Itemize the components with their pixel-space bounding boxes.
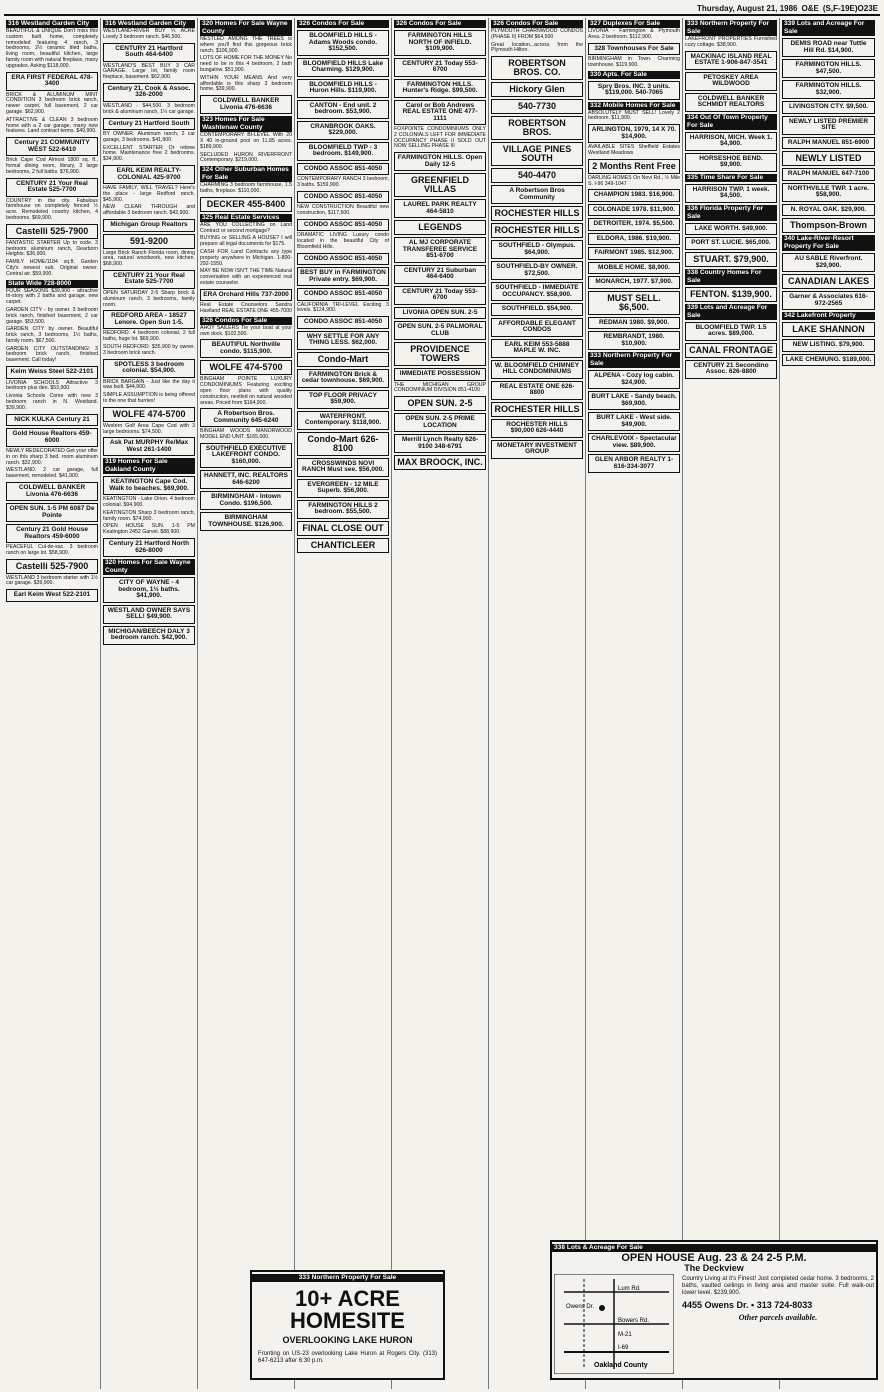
display-ad: A Robertson Bros Community (491, 185, 583, 204)
section-heading: 332 Mobile Homes For Sale (588, 102, 680, 110)
classified-column (780, 18, 877, 1389)
classified-listing: CALIFORNIA TRI-LEVEL Exciting 3 levels. $124,900. (297, 301, 389, 314)
classified-listing: WESTLAND'S BEST BUY 3 CAR GARAGE. Large lot, family room fireplace, basement. $62,900. (103, 62, 195, 81)
display-ad: 540-7730 (491, 99, 583, 114)
display-ad: OPEN SUN. 2-5 PALMORAL CLUB (394, 321, 486, 340)
display-ad: ROCHESTER HILLS $90,000 626-4440 (491, 419, 583, 438)
display-ad: COLDWELL BANKER SCHMIDT REALTORS (685, 93, 777, 112)
display-ad: NEWLY LISTED PREMIER SITE (782, 116, 875, 135)
map-label: M-21 (618, 1332, 632, 1338)
display-ad: Garner & Associates 616-972-2565 (782, 291, 875, 310)
display-ad: NEWLY LISTED (782, 151, 875, 166)
display-ad: CONDO ASSOC 851-4050 (297, 253, 389, 266)
display-ad: ELDORA, 1986. $19,900. (588, 233, 680, 246)
display-ad: FARMINGTON HILLS 2 bedroom. $55,500. (297, 500, 389, 519)
display-ad: MUST SELL. $6,500. (588, 291, 680, 315)
display-ad: Michigan Group Realtors (103, 219, 195, 232)
classified-listing: AVAILABLE SITES Sheffield Estates Westland Meadows (588, 144, 680, 157)
display-ad: FENTON. $139,900. (685, 287, 777, 302)
display-ad: CENTURY 21 Today 553-6700 (394, 58, 486, 77)
display-ad: Century 21 Hartford North 626-8000 (103, 538, 195, 557)
section-heading: 339 Lots and Acreage For Sale (685, 304, 777, 320)
classified-listing: HAVE FAMILY, WILL TRAVEL? Here's the place - large Redford ranch. $45,900. (103, 185, 195, 203)
display-ad: PETOSKEY AREA WILDWOOD (685, 72, 777, 91)
section-heading: 326 Condos For Sale (491, 20, 583, 28)
display-ad: SOUTHFIELD - Olympus. $64,900. (491, 240, 583, 259)
display-ad: ROCHESTER HILLS (491, 223, 583, 238)
display-ad: N. ROYAL OAK. $29,900. (782, 204, 875, 217)
display-ad: MAX BROOCK, INC. (394, 455, 486, 470)
header-paper: O&E (801, 3, 819, 13)
classified-column (683, 18, 780, 1389)
display-ad: BEAUTIFUL Northville condo. $115,900. (200, 339, 292, 358)
display-ad: COLDWELL BANKER Livonia 476-6636 (200, 95, 292, 114)
display-ad: CITY OF WAYNE - 4 bedroom, 1½ baths. $41,900. (103, 577, 195, 603)
classified-listing: BINGHAM POINTE LUXURY CONDOMINIUMS Featuring exciting open floor plans with quality construction, nestled on natural wooded areas. Priced from $164,900. (200, 376, 292, 406)
display-ad: RALPH MANUEL 851-6900 (782, 137, 875, 150)
display-ad: CENTURY 21 Today 553-6700 (394, 286, 486, 305)
classified-listing: MAY BE NOW ISN'T THE TIME Natural conversation with an experienced real estate counselor. (200, 268, 292, 286)
classified-listing: REDFORD. 4 bedroom colonial, 2 full baths, huge lot. $69,900. (103, 330, 195, 343)
map-label: Oakland County (594, 1362, 648, 1369)
section-heading: 327 Duplexes For Sale (588, 20, 680, 28)
display-ad: REDFORD AREA - 18527 Lenore. Open Sun 1-5. (103, 310, 195, 329)
display-ad: BLOOMFIELD HILLS - Adams Woods condo. $152,500. (297, 30, 389, 56)
display-ad: Castelli 525-7900 (6, 224, 98, 239)
display-ad: HARRISON, MICH. Week 1. $4,900. (685, 132, 777, 151)
display-ad: DEMIS ROAD near Tuttle Hill Rd. $14,900. (782, 38, 875, 57)
classified-listing: Western Golf Area Cape Cod with 3 large bedrooms. $74,500. (103, 422, 195, 435)
display-ad: MONARCH, 1977. $7,900. (588, 276, 680, 289)
display-ad: GLEN ARBOR REALTY 1-616-334-3077 (588, 454, 680, 473)
section-heading: 333 Northern Property For Sale (685, 20, 777, 36)
display-ad: CANTON - End unit. 2 bedroom. $53,900. (297, 100, 389, 119)
classified-listing: Great location...across from the Plymouth Hilton. (491, 41, 583, 54)
classified-listing: EXCELLENT STARTER Or retiree home. Maintenance free 2 bedrooms. $34,900. (103, 144, 195, 163)
display-ad: CANAL FRONTAGE (685, 343, 777, 358)
display-ad: RALPH MANUEL 647-7100 (782, 168, 875, 181)
display-ad: FINAL CLOSE OUT (297, 521, 389, 536)
display-ad: CHARLEVOIX - Spectacular view. $89,900. (588, 433, 680, 452)
classified-listing: Real Estate Counselors Sandra Havlland REAL ESTATE ONE 455-7000 (200, 302, 292, 315)
display-ad: ARLINGTON, 1979, 14 X 70. $14,900. (588, 124, 680, 143)
display-ad: MONETARY INVESTMENT GROUP (491, 440, 583, 459)
display-ad: LEGENDS (394, 220, 486, 235)
classified-listing: CASH FOR Land Contracts any type property anywhere in Michigan. 1-800-292-1550. (200, 248, 292, 267)
classified-listing: CHARMING 3 bedroom farmhouse, 1.5 baths, fireplace. $110,000. (200, 182, 292, 194)
section-heading: 335 Time Share For Sale (685, 174, 777, 182)
ad-address: 4455 Owens Dr. • 313 724-8033 (682, 1300, 813, 1310)
classified-listing: SECLUDED HURON RIVERFRONT Contemporary. $219,000. (200, 151, 292, 164)
display-ad: CRANBROOK OAKS. $229,000. (297, 121, 389, 140)
display-ad: CHANTICLEER (297, 538, 389, 553)
display-ad: FARMINGTON Brick & cedar townhouse. $69,900. (297, 369, 389, 388)
classified-listing: BRICK & ALUMINUM MINT CONDITION 3 bedroom brick ranch, newer carpet, full basement, 2 car garage. $62,900. (6, 91, 98, 115)
display-ad: STUART. $79,900. (685, 252, 777, 267)
classified-listing: THE MICHIGAN GROUP CONDOMINIUM DIVISION 851-4100 (394, 381, 486, 394)
display-ad: PORT ST. LUCIE. $65,000. (685, 237, 777, 250)
classified-listing: WITHIN YOUR MEANS And very affordable is this sharp 3 bedroom home. $39,900. (200, 74, 292, 93)
header-page: (S,F-19E)O23E (822, 3, 878, 13)
classified-listing: GARDEN CITY OUTSTANDING! 3 bedroom brick ranch, finished basement. Call today! (6, 345, 98, 364)
section-heading: 319 Homes For Sale Oakland County (103, 458, 195, 474)
section-heading: 325 Real Estate Services (200, 214, 292, 222)
classified-listing: FAMILY HOME/1184 sq.ft. Garden City's newest sub. Original owner. Central air. $59,900. (6, 259, 98, 277)
classified-listing: LIVONIA SCHOOLS Attractive 3 bedroom plus den. $53,900. (6, 379, 98, 392)
display-ad: FARMINGTON HILLS. Hunter's Ridge. $99,500. (394, 79, 486, 98)
display-ad: ERA Orchard Hills 737-2000 (200, 289, 292, 302)
display-ad: Spry Bros. INC. 3 units. $119,000. 540-7065 (588, 81, 680, 100)
display-ad: Ask Pat MURPHY Re/Max West 261-1400 (103, 437, 195, 456)
display-ad: COLDWELL BANKER Livonia 476-6636 (6, 482, 98, 501)
map-label: Lum Rd. (618, 1286, 641, 1292)
section-heading: 320 Homes For Sale Wayne County (200, 20, 292, 36)
display-ad: MACKINAC ISLAND REAL ESTATE 1-906-847-3541 (685, 51, 777, 70)
ad-headline: OPEN HOUSE Aug. 23 & 24 2-5 P.M. (621, 1252, 807, 1264)
section-heading: 338 Country Homes For Sale (685, 269, 777, 285)
classified-column (101, 18, 198, 1389)
classified-listing: BEAUTIFUL & UNIQUE Don't miss this custom built home, completely remodeled featuring 4 ranch, 3 bedrooms, 2½ ceramic tiled baths, living room, beautiful kitchen, large family room with natural fireplace, many upgrades. Asking $118,000. (6, 28, 98, 69)
header-date: Thursday, August 21, 1986 (697, 3, 798, 13)
display-ad: HANNETT, INC. REALTORS 646-6200 (200, 470, 292, 489)
classified-listing: ABSOLUTELY MUST SELL! Lovely 2 bedroom. $11,900. (588, 109, 680, 122)
display-ad: CONDO ASSOC 851-4050 (297, 163, 389, 176)
display-ad: SOUTHFIELD. $54,900. (491, 303, 583, 316)
classified-column (392, 18, 489, 1389)
display-ad: OPEN SUN. 1-5 PM 6087 De Pointe (6, 503, 98, 522)
display-ad: Condo-Mart (297, 352, 389, 367)
display-ad: DECKER 455-8400 (200, 197, 292, 212)
section-heading: 340 Lake-River-Resort Property For Sale (782, 235, 875, 251)
map-label: Owens Dr. (566, 1304, 595, 1310)
classified-listing: FANTASTIC STARTER Up to code. 3 bedroom aluminum ranch, Dearborn Heights. $36,900. (6, 239, 98, 258)
display-ad: AFFORDABLE ELEGANT CONDOS (491, 318, 583, 337)
display-ad: BIRMINGHAM - Intown Condo. $196,500. (200, 491, 292, 510)
display-ad: FARMINGTON HILLS NORTH OF INFIELD. $109,900. (394, 30, 486, 56)
classified-listing: Livonia Schools Come with new 3 bedroom ranch in N. Westland. $39,900. (6, 393, 98, 411)
display-ad: BURT LAKE - Sandy beach. $69,900. (588, 391, 680, 410)
display-ad: DETROITER, 1974. $5,500. (588, 218, 680, 231)
display-ad: LAKE WORTH. $49,900. (685, 223, 777, 236)
display-ad: MICHIGAN/BEECH DALY 3 bedroom ranch. $42,900. (103, 626, 195, 645)
ad-subheadline: The Deckview (684, 1263, 744, 1273)
display-ad: SPOTLESS 3 bedroom colonial. $54,900. (103, 359, 195, 378)
location-map (554, 1274, 674, 1374)
display-ad: SOUTHFIELD EXECUTIVE LAKEFRONT CONDO. $160,000. (200, 443, 292, 469)
classified-listing: AHOY SAILERS Tie your boat at your own dock. $102,500. (200, 324, 292, 337)
display-ad: BIRMINGHAM TOWNHOUSE. $126,900. (200, 512, 292, 531)
classified-listing: SOUTH REDFORD. $35,900 by owner. 3 bedroom brick ranch. (103, 343, 195, 356)
display-ad: Condo-Mart 626-8100 (297, 432, 389, 456)
classified-listing: WESTLAND. 2 car garage, full basement, remodeled. $41,900. (6, 467, 98, 480)
display-ad: WOLFE 474-5700 (103, 407, 195, 422)
display-ad: 2 Months Rent Free (588, 159, 680, 174)
ad-headline: 10+ ACRE HOMESITE (290, 1286, 405, 1333)
display-ad: 591-9200 (103, 234, 195, 249)
section-heading: 326 Condos For Sale (394, 20, 486, 28)
display-ad: EVERGREEN - 12 MILE Superb. $56,900. (297, 479, 389, 498)
display-ad: ROBERTSON BROS. (491, 116, 583, 140)
display-ad: Thompson-Brown (782, 218, 875, 233)
display-ad: CENTURY 21 Secondino Assoc. 626-8800 (685, 360, 777, 379)
display-ad: REAL ESTATE ONE 626-8800 (491, 381, 583, 400)
classified-listing: SIMPLE ASSUMPTION is being offered to the one that hurries! (103, 392, 195, 404)
display-ad: Gold House Realtors 459-6000 (6, 428, 98, 447)
display-ad: ROBERTSON BROS. CO. (491, 56, 583, 80)
display-ad: LAUREL PARK REALTY 464-5810 (394, 199, 486, 218)
classified-column (586, 18, 683, 1389)
display-ad: FARMINGTON HILLS. $47,500. (782, 59, 875, 78)
classified-listing: COUNTRY in the city. Fabulous farmhouse on completely fenced ½ acre. Remodeled country kitchen, 4 bedrooms. $69,900. (6, 197, 98, 221)
display-ad: AL MJ CORPORATE TRANSFEREE SERVICE 851-6700 (394, 237, 486, 263)
classified-listing: DRAMATIC LIVING Luxury condo located in the beautiful City of Bloomfield Hills. (297, 232, 389, 250)
display-ad: GREENFIELD VILLAS (394, 173, 486, 197)
classified-listing: BRICK BARGAIN - Just like the day it was built. $44,900. (103, 378, 195, 391)
classified-column (295, 18, 392, 1389)
display-ad: HORSESHOE BEND. $9,900. (685, 153, 777, 172)
display-ad: CANADIAN LAKES (782, 274, 875, 289)
ad-note: Other parcels available. (738, 1313, 818, 1322)
display-ad: CONDO ASSOC 851-4050 (297, 288, 389, 301)
classified-columns (4, 18, 880, 1389)
display-ad: NICK KULKA Century 21 (6, 414, 98, 427)
section-heading: 333 Northern Property For Sale (252, 1274, 443, 1282)
display-ad: WHY SETTLE FOR ANY THING LESS. $62,000. (297, 331, 389, 350)
section-heading: 330 Apts. For Sale (588, 71, 680, 79)
ad-subheadline: OVERLOOKING LAKE HURON (282, 1335, 413, 1345)
section-heading: 320 Homes For Sale Wayne County (103, 559, 195, 575)
display-ad: BLOOMFIELD TWP - 3 bedroom. $149,900. (297, 142, 389, 161)
ad-body: Fronting on US-23 overlooking Lake Huron at Rogers City. (313) 647-6213 after 6:30 p.m. (258, 1351, 437, 1364)
display-ad: EARL KEIM 553-5888 MAPLE W. INC. (491, 339, 583, 358)
display-ad: KEATINGTON Cape Cod. Walk to beaches. $69,900. (103, 476, 195, 495)
display-ad: CENTURY 21 Your Real Estate 525-7700 (6, 178, 98, 197)
ad-body: Country Living at it's Finest! Just completed cedar home. 3 bedrooms, 2 baths, vaulted ceilings in living area and master suite. Full walk-out lower level. $239,900. (682, 1276, 874, 1296)
classified-listing: Large Brick Ranch Florida room, dining area, natural woodwork, new kitchen. $68,900. (103, 249, 195, 268)
section-heading: 339 Lots and Acreage For Sale (782, 20, 875, 36)
display-ad: 328 Townhouses For Sale (588, 43, 680, 56)
display-ad: PROVIDENCE TOWERS (394, 342, 486, 366)
classified-listing: FOUR SEASONS $39,900 - attractive tri-story with 2 baths and garage, new carpet. (6, 287, 98, 306)
display-ad: REDMAN 1980. $9,900. (588, 317, 680, 330)
display-ad: CHAMPION 1983. $16,900. (588, 189, 680, 202)
classified-listing: LAKEFRONT PROPERTIES Furnished cozy cottage. $38,900. (685, 36, 777, 48)
open-house-ad (550, 1240, 878, 1380)
classified-listing: FOXPOINTE CONDOMINIUMS ONLY 2 COLONIALS LEFT FOR IMMEDIATE OCCUPANCY PHASE II SOLD OUT NOW SELLING PHASE III (394, 126, 486, 150)
display-ad: VILLAGE PINES SOUTH (491, 142, 583, 166)
classified-listing: DARLING HOMES On Novi Rd., ½ Mile S. I-96 349-1047 (588, 174, 680, 187)
classified-listing: OPEN HOUSE SUN. 1-5 PM Keatington 2452 Garvel. $88,900. (103, 523, 195, 536)
classified-listing: GARDEN CITY - by owner. 3 bedroom brick ranch, finished basement, 2 car garage. $53,500. (6, 306, 98, 325)
display-ad: LIVINGSTON CTY. $9,500. (782, 101, 875, 114)
display-ad: IMMEDIATE POSSESSION (394, 368, 486, 381)
classified-listing: LOTS OF HOME FOR THE MONEY No need to be in this 4 bedroom, 2 bath bungalow. $51,900. (200, 55, 292, 73)
classified-listing: Brick Cape Cod Almost 1800 sq. ft., formal dining room, library, 3 large bedrooms, 2 full baths. $76,900. (6, 157, 98, 175)
display-ad: CENTURY 21 Suburban 464-6400 (394, 265, 486, 284)
classified-listing: KEATINGTON Sharp 3 bedroom ranch, family room. $74,900. (103, 509, 195, 522)
display-ad: LIVONIA OPEN SUN. 2-5 (394, 307, 486, 320)
display-ad: CENTURY 21 Your Real Estate 525-7700 (103, 270, 195, 289)
display-ad: W. BLOOMFIELD CHIMNEY HILL CONDOMINIUMS (491, 360, 583, 379)
display-ad: Century 21 COMMUNITY WEST 522-6410 (6, 137, 98, 156)
display-ad: AU SABLE Riverfront. $29,900. (782, 253, 875, 272)
section-heading: 342 Lakefront Property (782, 312, 875, 320)
display-ad: WATERFRONT. Contemporary. $118,900. (297, 411, 389, 430)
display-ad: ROCHESTER HILLS (491, 206, 583, 221)
display-ad: Castelli 525-7900 (6, 559, 98, 574)
display-ad: A Robertson Bros. Community 645-6240 (200, 408, 292, 427)
classified-listing: ARE YOU COLLECTING on Land Contract or second mortgage? (200, 221, 292, 234)
classified-listing: PLYMOUTH CHARNWOOD CONDOS (PHASE II) FROM $64,500 (491, 28, 583, 40)
display-ad: 540-4470 (491, 168, 583, 183)
display-ad: LAKE SHANNON (782, 322, 875, 337)
classified-listing: LIVONIA - Farmington & Plymouth Area. 2 bedroom. $112,900. (588, 28, 680, 40)
display-ad: CROSSWINDS NOVI RANCH Must see. $56,000. (297, 458, 389, 477)
display-ad: BEST BUY in FARMINGTON Private entry. $69,900. (297, 267, 389, 286)
display-ad: CONDO ASSOC 851-4050 (297, 316, 389, 329)
section-heading: 334 Out Of Town Property For Sale (685, 114, 777, 130)
display-ad: CONDO ASSOC 851-4050 (297, 191, 389, 204)
display-ad: NEW LISTING. $79,900. (782, 339, 875, 352)
display-ad: Hickory Glen (491, 82, 583, 97)
display-ad: REMBRANDT, 1980. $10,900. (588, 331, 680, 350)
display-ad: ROCHESTER HILLS (491, 402, 583, 417)
display-ad: FARMINGTON HILLS. $32,900. (782, 80, 875, 99)
display-ad: ERA FIRST FEDERAL 478-3400 (6, 72, 98, 91)
classified-listing: PEACEFUL Cul-de-sac. 3 bedroom ranch on large lot. $58,900. (6, 544, 98, 556)
homesite-ad (250, 1270, 445, 1380)
classified-listing: BY OWNER. Aluminum ranch, 2 car garage, 3 bedrooms. $41,900. (103, 131, 195, 143)
section-heading: 326 Condos For Sale (200, 317, 292, 325)
classified-column (489, 18, 586, 1389)
classified-listing: WESTLAND-RIVER BUY ¼ ACRE Lovely 3 bedroom ranch. $46,500. (103, 28, 195, 40)
map-label: Bowers Rd. (618, 1318, 650, 1324)
display-ad: MOBILE HOME. $8,900. (588, 262, 680, 275)
display-ad: EARL KEIM REALTY-COLONIAL 425-9700 (103, 165, 195, 184)
section-heading: State Wide 728-8000 (6, 280, 98, 288)
classified-column (198, 18, 295, 1389)
classified-listing: NESTLED AMONG THE TREES is where you'll find this gorgeous brick ranch. $106,900. (200, 36, 292, 54)
section-heading: 338 Lots & Acreage For Sale (552, 1244, 876, 1252)
classified-listing: ATTRACTIVE & CLEAN 3 bedroom home with a 2 car garage, many new features. Land contract terms. $49,900. (6, 116, 98, 135)
classified-listing: NEW CLEAR THROUGH and affordable 3 bedroom ranch. $42,900. (103, 204, 195, 217)
display-ad: CENTURY 21 Hartford South 464-6400 (103, 43, 195, 62)
classified-listing: NEWLY REDECORATED Get your offer in on this sharp 3 bed. room aluminum ranch. $32,900. (6, 448, 98, 466)
display-ad: OPEN SUN. 2-5 PRIME LOCATION (394, 413, 486, 432)
display-ad: FARMINGTON HILLS. Open Daily 12-5 (394, 152, 486, 171)
display-ad: LAKE CHEMUNG. $189,000. (782, 354, 875, 367)
display-ad: TOP FLOOR PRIVACY $59,900. (297, 390, 389, 409)
display-ad: Century 21, Cook & Assoc. 326-2000 (103, 83, 195, 102)
section-heading: 316 Westland Garden City (6, 20, 98, 28)
classified-listing: GARDEN CITY by owner. Beautiful brick ranch, 3 bedrooms, 1½ baths, family room. $67,500. (6, 326, 98, 344)
display-ad: HARRISON TWP. 1 week. $4,500. (685, 184, 777, 203)
display-ad: FAIRMONT 1985. $12,900. (588, 247, 680, 260)
classified-listing: BINGHAM WOODS MANORWOOD MODEL END UNIT. $165,000. (200, 428, 292, 441)
display-ad: ALPENA - Cozy log cabin. $24,900. (588, 370, 680, 389)
section-heading: 336 Florida Property For Sale (685, 205, 777, 221)
classified-listing: NEW CONSTRUCTION Beautiful new construction. $117,500. (297, 204, 389, 216)
display-ad: COLONADE 1978. $11,900. (588, 204, 680, 217)
display-ad: CONDO ASSOC 851-4050 (297, 219, 389, 232)
display-ad: SOUTHFIELD - IMMEDIATE OCCUPANCY. $58,900. (491, 282, 583, 301)
section-heading: 326 Condos For Sale (297, 20, 389, 28)
classified-listing: CONTEMPORARY RANCH 3 bedroom, 3 baths. $159,900. (297, 176, 389, 188)
classified-column (4, 18, 101, 1389)
display-ad: OPEN SUN. 2-5 (394, 396, 486, 411)
display-ad: WOLFE 474-5700 (200, 360, 292, 375)
display-ad: BLOOMFIELD TWP. 1.5 acres. $89,000. (685, 322, 777, 341)
map-label: I-69 (618, 1345, 629, 1351)
section-heading: 323 Homes For Sale Washtenaw County (200, 116, 292, 132)
display-ad: NORTHVILLE TWP. 1 acre. $58,900. (782, 183, 875, 202)
section-heading: 324 Other Suburban Homes For Sale (200, 166, 292, 182)
display-ad: Century 21 Gold House Realtors 459-6000 (6, 524, 98, 543)
classified-listing: WESTLAND - $44,500. 3 bedroom brick & aluminum ranch, 1½ car garage. (103, 102, 195, 115)
classified-listing: BIRMINGHAM in Town. Charming townhouse. $119,900. (588, 56, 680, 68)
section-heading: 333 Northern Property For Sale (588, 352, 680, 368)
display-ad: SOUTHFIELD-BY OWNER. $72,500. (491, 261, 583, 280)
display-ad: Carol or Bob Andrews REAL ESTATE ONE 477-1111 (394, 100, 486, 126)
classified-listing: WESTLAND 3 bedroom starter with 1½ car garage. $39,900. (6, 574, 98, 587)
display-ad: BLOOMFIELD HILLS - Huron Hills. $119,900. (297, 79, 389, 98)
display-ad: Merrill Lynch Realty 626-9100 348-6791 (394, 434, 486, 453)
classified-listing: BUYING or SELLING A HOUSE? I will prepare all legal documents for $175. (200, 235, 292, 248)
section-heading: 316 Westland Garden City (103, 20, 195, 28)
classified-listing: KEATINGTON - Lake Orion. 4 bedroom colonial. $94,900. (103, 496, 195, 509)
display-ad: BURT LAKE - West side. $49,900. (588, 412, 680, 431)
display-ad: BLOOMFIELD HILLS Lake Charming. $129,900. (297, 58, 389, 77)
display-ad: Keim Weiss Steel 522-2101 (6, 366, 98, 379)
display-ad: Earl Keim West 522-2101 (6, 589, 98, 602)
display-ad: Century 21 Hartford South (103, 118, 195, 131)
page-header (4, 2, 880, 16)
classified-listing: CONTEMPORARY BI-LEVEL With 20 X 40 in-ground pool on 11.85 acres. $189,900. (200, 132, 292, 150)
classified-listing: OPEN SATURDAY 2-5 Sharp brick & aluminum ranch, 3 bedrooms, family room. (103, 289, 195, 308)
display-ad: WESTLAND OWNER SAYS SELL! $49,900. (103, 605, 195, 624)
